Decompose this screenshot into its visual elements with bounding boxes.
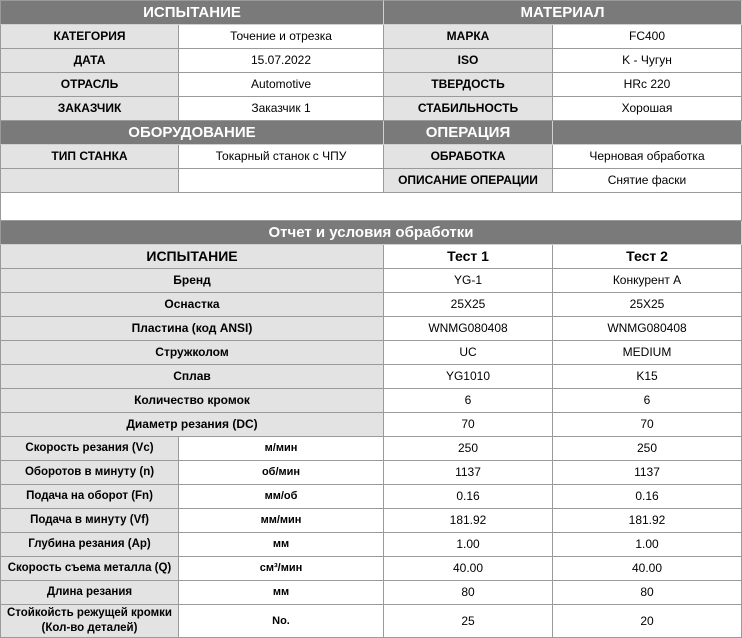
test1-value[interactable]: YG-1 (384, 269, 553, 293)
processing-value[interactable]: Черновая обработка (553, 145, 742, 169)
test2-value[interactable]: 40.00 (553, 557, 742, 581)
unit-label: мм (179, 581, 384, 605)
test2-value[interactable]: Конкурент A (553, 269, 742, 293)
cutting-parameter-label: Глубина резания (Ap) (0, 533, 179, 557)
tool-parameter-label: Стружколом (0, 341, 384, 365)
unit-label: см³/мин (179, 557, 384, 581)
tool-parameter-label: Количество кромок (0, 389, 384, 413)
test1-value[interactable]: 40.00 (384, 557, 553, 581)
unit-label: мм/об (179, 485, 384, 509)
test1-value[interactable]: 25X25 (384, 293, 553, 317)
test-field-value[interactable]: 15.07.2022 (179, 49, 384, 73)
tool-life-label-line1: Стойкойсть режущей кромки (6, 607, 173, 619)
material-field-label: СТАБИЛЬНОСТЬ (384, 97, 553, 121)
cutting-parameter-label: Оборотов в минуту (n) (0, 461, 179, 485)
unit-label: м/мин (179, 437, 384, 461)
material-field-label: ISO (384, 49, 553, 73)
test2-value[interactable]: 1.00 (553, 533, 742, 557)
unit-label: мм (179, 533, 384, 557)
operation-section-header: ОПЕРАЦИЯ (384, 121, 553, 145)
test2-value[interactable]: MEDIUM (553, 341, 742, 365)
tool-life-label-line2: (Кол-во деталей) (41, 622, 138, 634)
unit-label: No. (179, 605, 384, 638)
operation-header-filler (553, 121, 742, 145)
test2-value[interactable]: 20 (553, 605, 742, 638)
material-section-header: МАТЕРИАЛ (384, 0, 742, 25)
test2-value[interactable]: 25X25 (553, 293, 742, 317)
tool-parameter-label: Оснастка (0, 293, 384, 317)
test1-value[interactable]: 0.16 (384, 485, 553, 509)
unit-label: мм/мин (179, 509, 384, 533)
test1-value[interactable]: 25 (384, 605, 553, 638)
test1-header: Тест 1 (384, 245, 553, 269)
report-title: Отчет и условия обработки (0, 221, 742, 245)
material-field-label: ТВЕРДОСТЬ (384, 73, 553, 97)
equipment-section-header: ОБОРУДОВАНИЕ (0, 121, 384, 145)
test-field-value[interactable]: Automotive (179, 73, 384, 97)
test2-value[interactable]: 70 (553, 413, 742, 437)
test1-value[interactable]: 6 (384, 389, 553, 413)
test-field-label: ОТРАСЛЬ (0, 73, 179, 97)
test1-value[interactable]: YG1010 (384, 365, 553, 389)
material-field-value[interactable]: K - Чугун (553, 49, 742, 73)
test-field-label: КАТЕГОРИЯ (0, 25, 179, 49)
test1-value[interactable]: WNMG080408 (384, 317, 553, 341)
test2-value[interactable]: 80 (553, 581, 742, 605)
test1-value[interactable]: 250 (384, 437, 553, 461)
test1-value[interactable]: 70 (384, 413, 553, 437)
test-field-value[interactable]: Заказчик 1 (179, 97, 384, 121)
cutting-parameter-label: Длина резания (0, 581, 179, 605)
report-test-header: ИСПЫТАНИЕ (0, 245, 384, 269)
tool-parameter-label: Сплав (0, 365, 384, 389)
test1-value[interactable]: UC (384, 341, 553, 365)
cutting-parameter-label: Скорость съема металла (Q) (0, 557, 179, 581)
test-field-label: ЗАКАЗЧИК (0, 97, 179, 121)
test-section-header: ИСПЫТАНИЕ (0, 0, 384, 25)
blank-label-cell (0, 169, 179, 193)
test1-value[interactable]: 1137 (384, 461, 553, 485)
operation-description-label: ОПИСАНИЕ ОПЕРАЦИИ (384, 169, 553, 193)
blank-value-cell[interactable] (179, 169, 384, 193)
operation-description-value[interactable]: Снятие фаски (553, 169, 742, 193)
cutting-parameter-label: Подача в минуту (Vf) (0, 509, 179, 533)
tool-parameter-label: Диаметр резания (DC) (0, 413, 384, 437)
test2-value[interactable]: 250 (553, 437, 742, 461)
test2-value[interactable]: K15 (553, 365, 742, 389)
test2-value[interactable]: WNMG080408 (553, 317, 742, 341)
test2-value[interactable]: 0.16 (553, 485, 742, 509)
tool-parameter-label: Бренд (0, 269, 384, 293)
test1-value[interactable]: 1.00 (384, 533, 553, 557)
tool-parameter-label: Пластина (код ANSI) (0, 317, 384, 341)
cutting-parameter-label: Подача на оборот (Fn) (0, 485, 179, 509)
cutting-parameter-label: Скорость резания (Vc) (0, 437, 179, 461)
test2-header: Тест 2 (553, 245, 742, 269)
test2-value[interactable]: 6 (553, 389, 742, 413)
test1-value[interactable]: 80 (384, 581, 553, 605)
machine-type-label: ТИП СТАНКА (0, 145, 179, 169)
processing-label: ОБРАБОТКА (384, 145, 553, 169)
test1-value[interactable]: 181.92 (384, 509, 553, 533)
test2-value[interactable]: 1137 (553, 461, 742, 485)
material-field-label: МАРКА (384, 25, 553, 49)
machine-type-value[interactable]: Токарный станок с ЧПУ (179, 145, 384, 169)
test2-value[interactable]: 181.92 (553, 509, 742, 533)
material-field-value[interactable]: FC400 (553, 25, 742, 49)
tool-life-label (0, 605, 179, 638)
test-field-label: ДАТА (0, 49, 179, 73)
material-field-value[interactable]: HRc 220 (553, 73, 742, 97)
material-field-value[interactable]: Хорошая (553, 97, 742, 121)
test-field-value[interactable]: Точение и отрезка (179, 25, 384, 49)
spacer-row (0, 193, 742, 221)
unit-label: об/мин (179, 461, 384, 485)
